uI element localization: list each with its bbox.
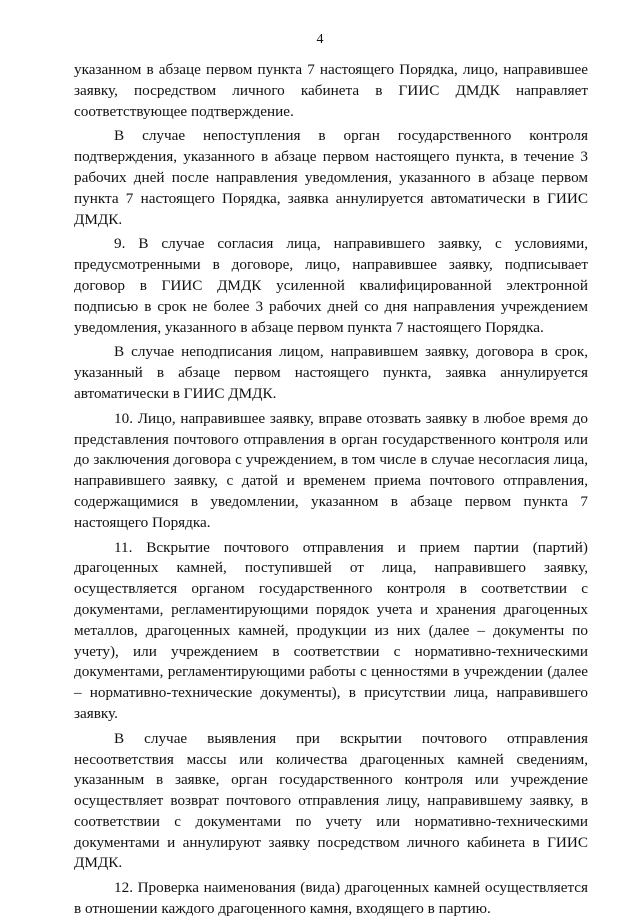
paragraph: В случае неподписания лицом, направившем заявку, договора в срок, указанный в абзаце первом настоящего пункта, заявка аннулируется автоматически в ГИИС ДМДК.: [74, 343, 588, 402]
page-number: 4: [316, 32, 324, 47]
paragraph: В случае непоступления в орган государственного контроля подтверждения, указанного в абзаце первом настоящего пункта, в течение 3 рабочих дней после направления уведомления, указанного в абзаце первом пункта 7 настоящего Порядка, заявка аннулируется автоматически в ГИИС ДМДК.: [74, 127, 588, 228]
paragraph: В случае выявления при вскрытии почтового отправления несоответствия массы или количества драгоценных камней сведениям, указанным в заявке, орган государственного контроля или учреждение осуществляет возврат почтового отправления лицу, направившему заявку, в соответствии с документами по учету или нормативно-техническими документами и аннулируют заявку посредством личного кабинета в ГИИС ДМДК.: [74, 729, 588, 872]
paragraph: указанном в абзаце первом пункта 7 настоящего Порядка, лицо, направившее заявку, посредством личного кабинета в ГИИС ДМДК направляет соответствующее подтверждение.: [74, 61, 588, 120]
paragraph: 10. Лицо, направившее заявку, вправе отозвать заявку в любое время до представления почтового отправления в орган государственного контроля или до заключения договора с учреждением, в том числе в случае несогласия лица, направившего заявку, с датой и временем приема почтового отправления, содержащимися в уведомлении, указанном в абзаце первом пункта 7 настоящего Порядка.: [74, 409, 588, 531]
document-body: [74, 60, 588, 920]
paragraph: 12. Проверка наименования (вида) драгоценных камней осуществляется в отношении каждого драгоценного камня, входящего в партию.: [74, 879, 588, 918]
paragraph: 11. Вскрытие почтового отправления и прием партии (партий) драгоценных камней, поступившей от лица, направившего заявку, осуществляется органом государственного контроля в соответствии с документами, регламентирующими порядок учета и хранения драгоценных металлов, драгоценных камней, продукции из них (далее – документы по учету), или учреждением в соответствии с нормативно-техническими документами, регламентирующими работы с ценностями в учреждении (далее – нормативно-технические документы), в присутствии лица, направившего заявку.: [74, 538, 588, 722]
paragraph: 9. В случае согласия лица, направившего заявку, с условиями, предусмотренными в договоре, лицо, направившее заявку, подписывает договор в ГИИС ДМДК усиленной квалифицированной электронной подписью в срок не более 3 рабочих дней со дня направления учреждением уведомления, указанного в абзаце первом пункта 7 настоящего Порядка.: [74, 235, 588, 336]
